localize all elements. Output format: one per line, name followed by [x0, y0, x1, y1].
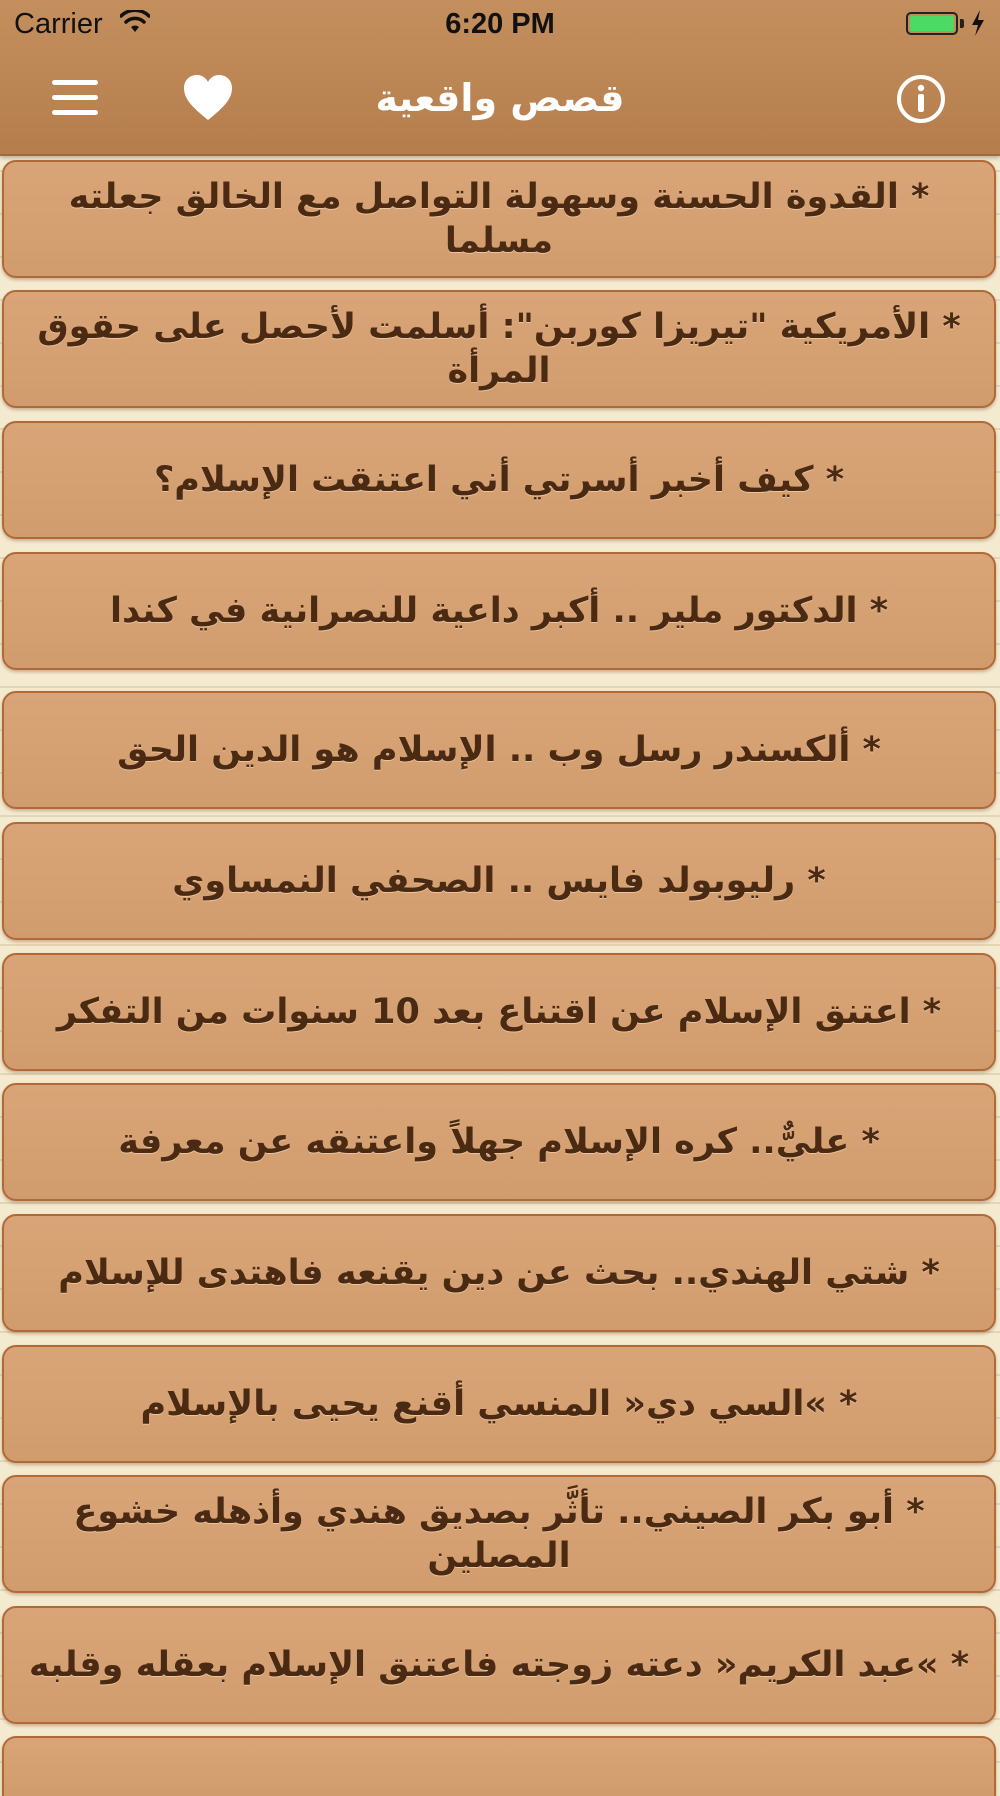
info-icon	[896, 74, 946, 124]
battery-tip	[960, 19, 964, 28]
story-item[interactable]	[2, 822, 996, 940]
page-title: قصص واقعية	[375, 76, 625, 120]
story-title: * عليٌّ.. كره الإسلام جهلاً واعتنقه عن معرفة	[118, 1122, 880, 1162]
story-title: * »السي دي« المنسي أقنع يحيى بالإسلام	[140, 1384, 858, 1424]
story-item[interactable]	[2, 953, 996, 1071]
carrier-label: Carrier	[14, 8, 103, 40]
story-title: * ألكسندر رسل وب .. الإسلام هو الدين الحق	[117, 730, 881, 770]
story-item[interactable]	[2, 1736, 996, 1796]
navigation-bar	[0, 0, 1000, 156]
story-item[interactable]	[2, 691, 996, 809]
story-title: * رليوبولد فايس .. الصحفي النمساوي	[172, 861, 826, 901]
menu-icon-line	[52, 95, 98, 100]
info-button[interactable]	[896, 74, 948, 126]
clock: 6:20 PM	[445, 8, 555, 40]
charging-icon	[970, 10, 986, 41]
menu-icon-line	[52, 110, 98, 115]
heart-icon	[182, 74, 234, 122]
story-title: * الأمريكية "تيريزا كوربن": أسلمت لأحصل على حقوق المرأة	[37, 307, 961, 391]
story-title: * اعتنق الإسلام عن اقتناع بعد 10 سنوات من التفكر	[56, 992, 942, 1032]
story-item[interactable]	[2, 1475, 996, 1593]
story-title: * أبو بكر الصيني.. تأثَّر بصديق هندي وأذهله خشوع المصلين	[73, 1492, 925, 1576]
menu-icon-line	[52, 80, 98, 85]
story-title: * كيف أخبر أسرتي أني اعتنقت الإسلام؟	[153, 460, 845, 500]
favorites-button[interactable]	[182, 74, 238, 126]
story-item[interactable]	[2, 421, 996, 539]
story-item[interactable]	[2, 290, 996, 408]
story-item[interactable]	[2, 1083, 996, 1201]
story-title: * القدوة الحسنة وسهولة التواصل مع الخالق جعلته مسلما	[68, 177, 930, 261]
story-title: * شتي الهندي.. بحث عن دين يقنعه فاهتدى للإسلام	[58, 1253, 940, 1293]
menu-button[interactable]	[52, 80, 102, 120]
battery-level	[910, 16, 954, 31]
story-item[interactable]	[2, 160, 996, 278]
story-item[interactable]	[2, 1606, 996, 1724]
story-item[interactable]	[2, 1214, 996, 1332]
battery-icon	[906, 12, 958, 35]
story-title: * الدكتور ملير .. أكبر داعية للنصرانية في كندا	[109, 591, 889, 631]
status-bar	[0, 0, 1000, 50]
story-item[interactable]	[2, 1345, 996, 1463]
story-title: * »عبد الكريم« دعته زوجته فاعتنق الإسلام بعقله وقلبه	[28, 1645, 970, 1685]
story-item[interactable]	[2, 552, 996, 670]
